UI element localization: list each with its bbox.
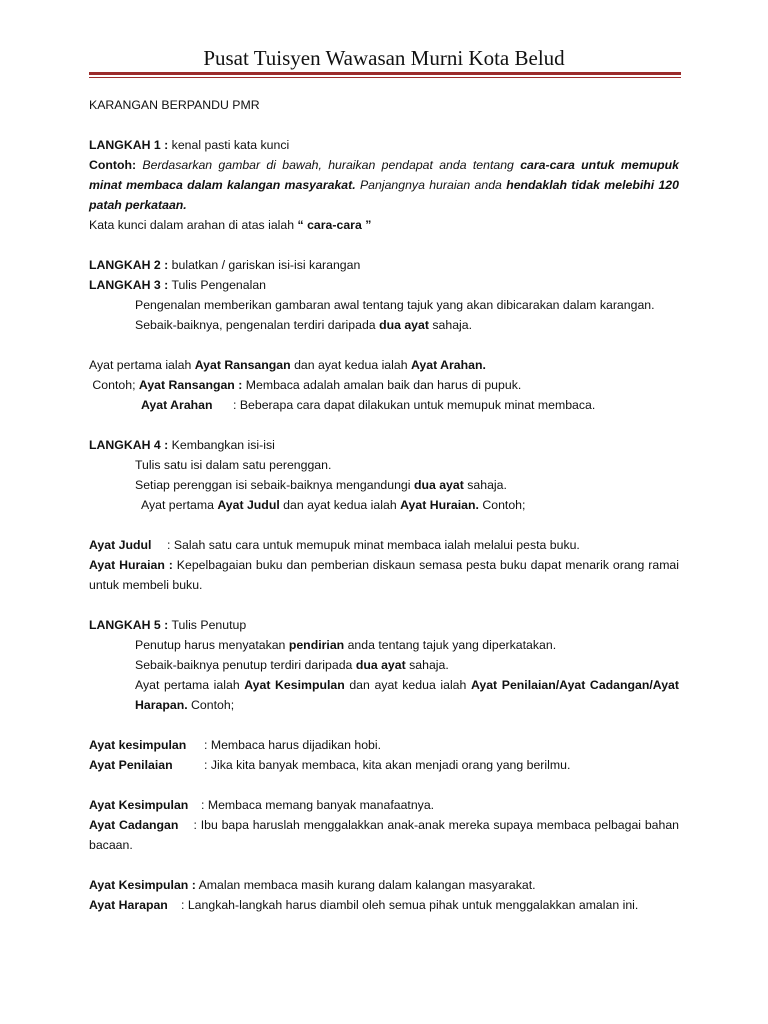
langkah-2: LANGKAH 2 : bulatkan / gariskan isi-isi karangan [89,258,361,272]
langkah-4-line-3: Ayat pertama Ayat Judul dan ayat kedua ialah Ayat Huraian. Contoh; [141,498,526,512]
penutup-1-kesimpulan: Ayat kesimpulan : Membaca harus dijadikan hobi. [89,738,382,752]
langkah-4-line-1: Tulis satu isi dalam satu perenggan. [135,458,332,472]
langkah-4: LANGKAH 4 : Kembangkan isi-isi [89,438,275,452]
langkah-5: LANGKAH 5 : Tulis Penutup [89,618,247,632]
langkah-1: LANGKAH 1 : kenal pasti kata kunci [89,138,290,152]
penutup-2-cadangan: Ayat Cadangan : Ibu bapa haruslah menggalakkan anak-anak mereka supaya membaca pelbagai bahan bacaan. [89,818,680,852]
document-body [89,95,679,915]
ayat-ransangan-example: Contoh; Ayat Ransangan : Membaca adalah amalan baik dan harus di pupuk. [92,378,522,392]
header-rule-thick [89,72,681,75]
header-rule-thin [89,77,681,78]
page-header-title: Pusat Tuisyen Wawasan Murni Kota Belud [203,46,565,70]
langkah-4-line-2: Setiap perenggan isi sebaik-baiknya mengandungi dua ayat sahaja. [135,478,507,492]
penutup-3-kesimpulan: Ayat Kesimpulan : Amalan membaca masih kurang dalam kalangan masyarakat. [89,878,536,892]
langkah-3-line-2: Sebaik-baiknya, pengenalan terdiri daripada dua ayat sahaja. [135,318,473,332]
ayat-huraian-example: Ayat Huraian : Kepelbagaian buku dan pemberian diskaun semasa pesta buku dapat menarik orang ramai untuk membeli buku. [89,558,680,592]
kata-kunci-line: Kata kunci dalam arahan di atas ialah “ cara-cara ” [89,218,372,232]
langkah-5-line-2: Sebaik-baiknya penutup terdiri daripada dua ayat sahaja. [135,658,449,672]
ayat-judul-example: Ayat Judul : Salah satu cara untuk memupuk minat membaca ialah melalui pesta buku. [89,538,580,552]
ayat-arahan-example: Ayat Arahan : Beberapa cara dapat dilakukan untuk memupuk minat membaca. [141,398,596,412]
langkah-3: LANGKAH 3 : Tulis Pengenalan [89,278,267,292]
langkah-1-contoh: Contoh: Berdasarkan gambar di bawah, huraikan pendapat anda tentang cara-cara untuk memupuk minat membaca dalam kalangan masyarakat. Panjangnya huraian anda hendaklah tidak melebihi 120 patah perkataan. [89,158,680,212]
langkah-5-line-1: Penutup harus menyatakan pendirian anda tentang tajuk yang diperkatakan. [135,638,557,652]
langkah-3-line-1: Pengenalan memberikan gambaran awal tentang tajuk yang akan dibicarakan dalam karangan. [135,298,655,312]
penutup-2-kesimpulan: Ayat Kesimpulan : Membaca memang banyak manafaatnya. [89,798,435,812]
penutup-1-penilaian: Ayat Penilaian : Jika kita banyak membaca, kita akan menjadi orang yang berilmu. [89,758,571,772]
penutup-3-harapan: Ayat Harapan : Langkah-langkah harus diambil oleh semua pihak untuk menggalakkan amalan ini. [89,898,639,912]
langkah-5-line-3: Ayat pertama ialah Ayat Kesimpulan dan ayat kedua ialah Ayat Penilaian/Ayat Cadangan/Ayat Harapan. Contoh; [135,678,679,712]
document-title: KARANGAN BERPANDU PMR [89,98,260,112]
ayat-intro-line: Ayat pertama ialah Ayat Ransangan dan ayat kedua ialah Ayat Arahan. [89,358,486,372]
